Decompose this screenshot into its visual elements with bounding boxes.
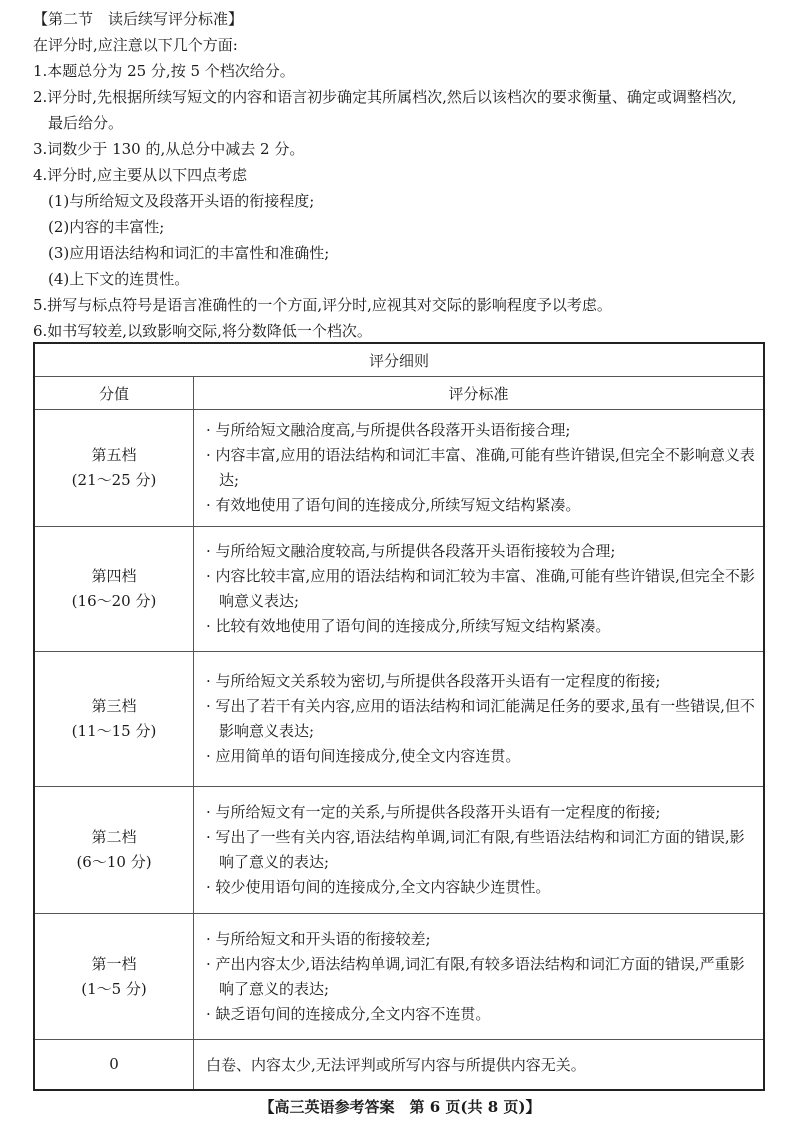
rule-5: 5.拼写与标点符号是语言准确性的一个方面,评分时,应视其对交际的影响程度予以考虑。 bbox=[33, 296, 612, 314]
rule-2: 2.评分时,先根据所续写短文的内容和语言初步确定其所属档次,然后以该档次的要求衡量、确定或调整档次, bbox=[33, 88, 737, 106]
table-row-zero bbox=[34, 1040, 764, 1090]
level-range: (11～15 分) bbox=[71, 722, 157, 740]
table-row bbox=[34, 787, 764, 914]
header-score: 分值 bbox=[34, 377, 194, 410]
table-row bbox=[34, 410, 764, 527]
level-name: 第二档 bbox=[91, 828, 137, 846]
intro-section bbox=[33, 6, 778, 344]
criterion-item: · 写出了一些有关内容,语法结构单调,词汇有限,有些语法结构和词汇方面的错误,影响了意义的表达; bbox=[206, 825, 755, 875]
level-name: 第三档 bbox=[91, 697, 137, 715]
criterion-item: · 缺乏语句间的连接成分,全文内容不连贯。 bbox=[206, 1002, 755, 1027]
criterion-item: · 与所给短文融洽度高,与所提供各段落开头语衔接合理; bbox=[206, 418, 755, 443]
level-cell bbox=[34, 914, 194, 1040]
criterion-item: · 比较有效地使用了语句间的连接成分,所续写短文结构紧凑。 bbox=[206, 614, 755, 639]
rule-3: 3.词数少于 130 的,从总分中减去 2 分。 bbox=[33, 140, 305, 158]
header-criteria: 评分标准 bbox=[194, 377, 765, 410]
scoring-table bbox=[33, 342, 765, 1091]
page-footer: 【高三英语参考答案 第 6 页(共 8 页)】 bbox=[259, 1098, 541, 1116]
level-name: 第一档 bbox=[91, 954, 137, 973]
zero-criteria: 白卷、内容太少,无法评判或所写内容与所提供内容无关。 bbox=[194, 1040, 765, 1090]
level-range: (1～5 分) bbox=[81, 979, 147, 998]
level-cell bbox=[34, 652, 194, 787]
consideration-4: (4)上下文的连贯性。 bbox=[48, 270, 190, 288]
consideration-3: (3)应用语法结构和词汇的丰富性和准确性; bbox=[48, 244, 330, 262]
table-row bbox=[34, 527, 764, 652]
level-cell bbox=[34, 527, 194, 652]
level-name: 第四档 bbox=[91, 567, 137, 585]
level-cell bbox=[34, 410, 194, 527]
criterion-item: · 有效地使用了语句间的连接成分,所续写短文结构紧凑。 bbox=[206, 493, 755, 518]
criterion-item: · 与所给短文关系较为密切,与所提供各段落开头语有一定程度的衔接; bbox=[206, 669, 755, 694]
table-caption: 评分细则 bbox=[34, 343, 764, 377]
consideration-2: (2)内容的丰富性; bbox=[48, 218, 165, 236]
level-zero: 0 bbox=[34, 1040, 194, 1090]
criterion-item: · 与所给短文和开头语的衔接较差; bbox=[206, 927, 755, 952]
criteria-cell bbox=[194, 527, 765, 652]
section-title: 【第二节 读后续写评分标准】 bbox=[33, 10, 244, 28]
level-range: (6～10 分) bbox=[76, 853, 152, 871]
criterion-item: · 应用简单的语句间连接成分,使全文内容连贯。 bbox=[206, 744, 755, 769]
criterion-item: · 较少使用语句间的连接成分,全文内容缺少连贯性。 bbox=[206, 875, 755, 900]
level-name: 第五档 bbox=[91, 446, 137, 464]
rule-4: 4.评分时,应主要从以下四点考虑 bbox=[33, 166, 248, 184]
criterion-item: · 内容丰富,应用的语法结构和词汇丰富、准确,可能有些许错误,但完全不影响意义表达; bbox=[206, 443, 755, 493]
criterion-item: · 写出了若干有关内容,应用的语法结构和词汇能满足任务的要求,虽有一些错误,但不影响意义表达; bbox=[206, 694, 755, 744]
rule-2-cont: 最后给分。 bbox=[48, 114, 124, 132]
criteria-cell bbox=[194, 652, 765, 787]
consideration-1: (1)与所给短文及段落开头语的衔接程度; bbox=[48, 192, 315, 210]
table-row bbox=[34, 914, 764, 1040]
intro-text: 在评分时,应注意以下几个方面: bbox=[33, 36, 238, 54]
level-range: (21～25 分) bbox=[71, 471, 157, 489]
criterion-item: · 与所给短文有一定的关系,与所提供各段落开头语有一定程度的衔接; bbox=[206, 800, 755, 825]
criteria-cell bbox=[194, 787, 765, 914]
criterion-item: · 与所给短文融洽度较高,与所提供各段落开头语衔接较为合理; bbox=[206, 539, 755, 564]
criterion-item: · 产出内容太少,语法结构单调,词汇有限,有较多语法结构和词汇方面的错误,严重影响了意义的表达; bbox=[206, 952, 755, 1002]
criteria-cell bbox=[194, 914, 765, 1040]
level-range: (16～20 分) bbox=[71, 592, 157, 610]
criteria-cell bbox=[194, 410, 765, 527]
table-row bbox=[34, 652, 764, 787]
level-cell bbox=[34, 787, 194, 914]
rule-1: 1.本题总分为 25 分,按 5 个档次给分。 bbox=[33, 62, 295, 80]
criterion-item: · 内容比较丰富,应用的语法结构和词汇较为丰富、准确,可能有些许错误,但完全不影响意义表达; bbox=[206, 564, 755, 614]
rule-6: 6.如书写较差,以致影响交际,将分数降低一个档次。 bbox=[33, 322, 372, 340]
